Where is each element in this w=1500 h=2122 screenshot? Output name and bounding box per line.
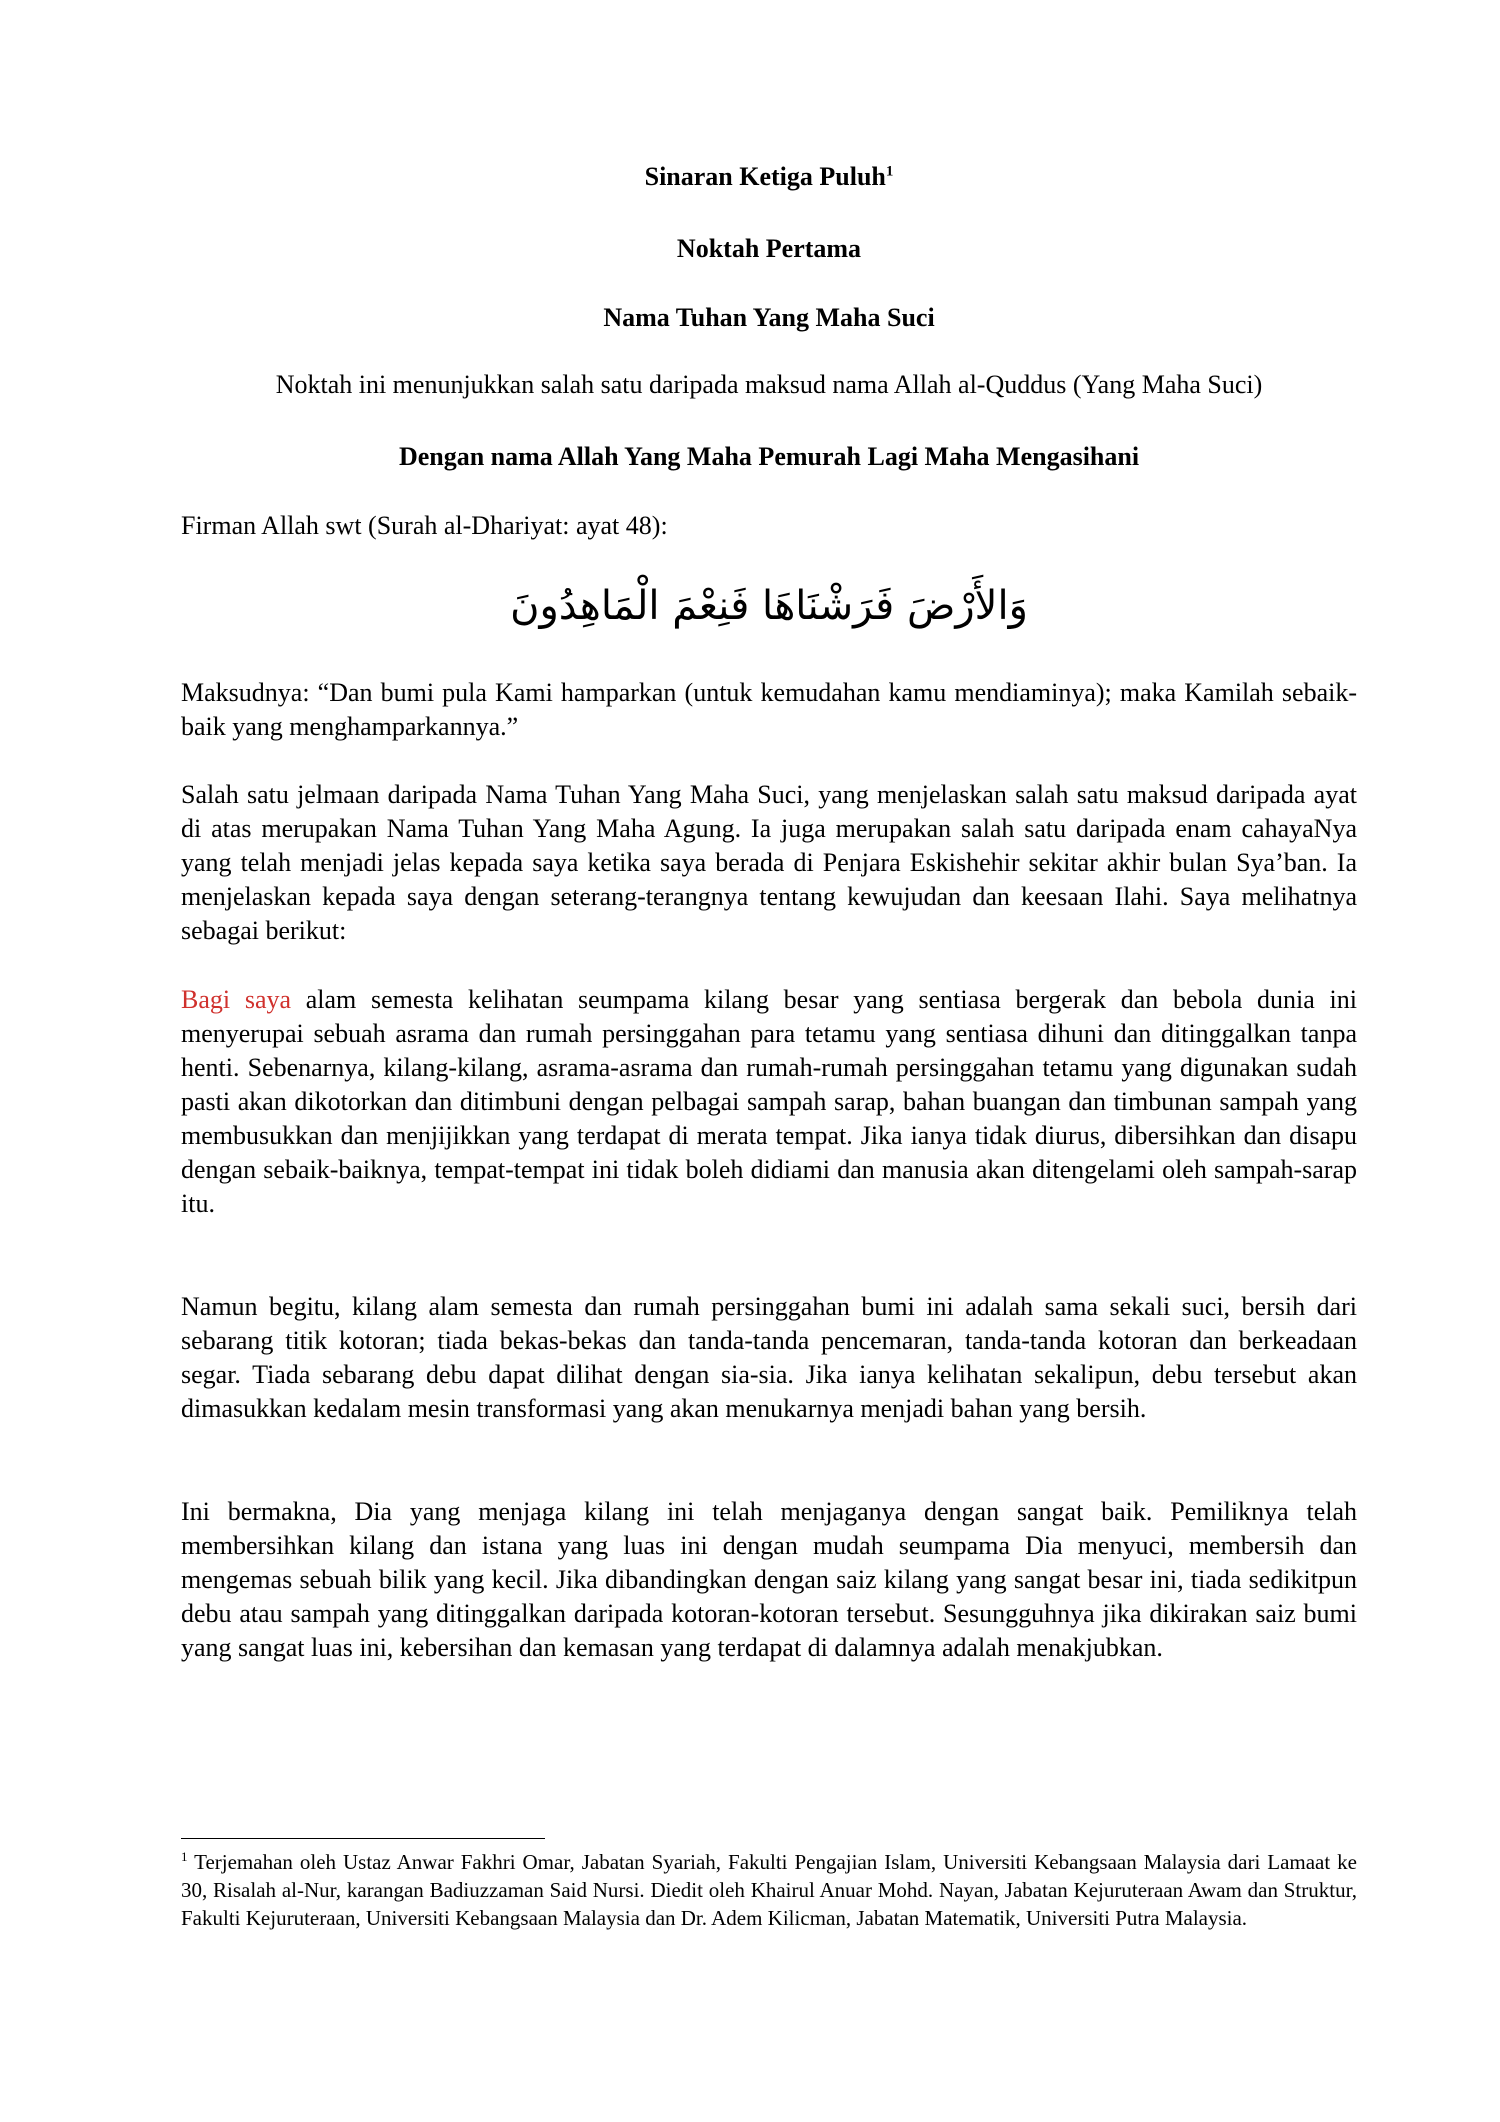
arabic-verse: وَالأَرْضَ فَرَشْنَاهَا فَنِعْمَ الْمَاهِدُونَ [510, 583, 1028, 629]
subtitle: Noktah Pertama [676, 234, 862, 263]
section-heading: Nama Tuhan Yang Maha Suci [603, 303, 935, 332]
verse-intro: Firman Allah swt (Surah al-Dhariyat: ayat 48): [181, 511, 668, 540]
paragraph-4: Ini bermakna, Dia yang menjaga kilang ini telah menjaganya dengan sangat baik. Pemiliknya telah membersihkan kilang dan istana yang luas ini dengan mudah seumpama Dia menyuci, membersih dan mengemas sebuah bilik yang kecil. Jika dibandingkan dengan saiz kilang yang sangat besar ini, tiada sedikitpun debu atau sampah yang ditinggalkan daripada kotoran-kotoran tersebut. Sesungguhnya jika dikirakan saiz bumi yang sangat luas ini, kebersihan dan kemasan yang terdapat di dalamnya adalah menakjubkan. [181, 1497, 1357, 1662]
highlighted-phrase: Bagi saya [181, 985, 292, 1014]
title-text: Sinaran Ketiga Puluh [644, 162, 886, 191]
footnote-number: 1 [181, 1849, 188, 1864]
paragraph-2 [181, 983, 1357, 1221]
verse-meaning: Maksudnya: “Dan bumi pula Kami hamparkan (untuk kemudahan kamu mendiaminya); maka Kamilah sebaik-baik yang menghamparkannya.” [181, 678, 1357, 741]
intro-line: Noktah ini menunjukkan salah satu daripada maksud nama Allah al-Quddus (Yang Maha Suci) [275, 370, 1263, 399]
title-footnote-ref[interactable]: 1 [885, 163, 894, 180]
paragraph-2-text: alam semesta kelihatan seumpama kilang besar yang sentiasa bergerak dan bebola dunia ini menyerupai sebuah asrama dan rumah persinggahan para tetamu yang sentiasa dihuni dan ditinggalkan tanpa henti. Sebenarnya, kilang-kilang, asrama-asrama dan rumah-rumah persinggahan tetamu yang digunakan sudah pasti akan dikotorkan dan ditimbuni dengan pelbagai sampah sarap, bahan buangan dan timbunan sampah yang membusukkan dan menjijikkan yang terdapat di merata tempat. Jika ianya tidak diurus, dibersihkan dan disapu dengan sebaik-baiknya, tempat-tempat ini tidak boleh didiami dan manusia akan ditengelami oleh sampah-sarap itu. [181, 985, 1357, 1218]
footnote-divider [181, 1838, 545, 1839]
footnote [181, 1848, 1357, 1932]
basmala-heading: Dengan nama Allah Yang Maha Pemurah Lagi Maha Mengasihani [398, 442, 1140, 471]
footnote-text: Terjemahan oleh Ustaz Anwar Fakhri Omar, Jabatan Syariah, Fakulti Pengajian Islam, Universiti Kebangsaan Malaysia dari Lamaat ke 30, Risalah al-Nur, karangan Badiuzzaman Said Nursi. Diedit oleh Khairul Anuar Mohd. Nayan, Jabatan Kejuruteraan Awam dan Struktur, Fakulti Kejuruteraan, Universiti Kebangsaan Malaysia dan Dr. Adem Kilicman, Jabatan Matematik, Universiti Putra Malaysia. [181, 1850, 1357, 1930]
document-title [181, 160, 1357, 194]
paragraph-3: Namun begitu, kilang alam semesta dan rumah persinggahan bumi ini adalah sama sekali suci, bersih dari sebarang titik kotoran; tiada bekas-bekas dan tanda-tanda pencemaran, tanda-tanda kotoran dan berkeadaan segar. Tiada sebarang debu dapat dilihat dengan sia-sia. Jika ianya kelihatan sekalipun, debu tersebut akan dimasukkan kedalam mesin transformasi yang akan menukarnya menjadi bahan yang bersih. [181, 1292, 1357, 1423]
paragraph-1: Salah satu jelmaan daripada Nama Tuhan Yang Maha Suci, yang menjelaskan salah satu maksud daripada ayat di atas merupakan Nama Tuhan Yang Maha Agung. Ia juga merupakan salah satu daripada enam cahayaNya yang telah menjadi jelas kepada saya ketika saya berada di Penjara Eskishehir sekitar akhir bulan Sya’ban. Ia menjelaskan kepada saya dengan seterang-terangnya tentang kewujudan dan keesaan Ilahi. Saya melihatnya sebagai berikut: [181, 780, 1357, 945]
